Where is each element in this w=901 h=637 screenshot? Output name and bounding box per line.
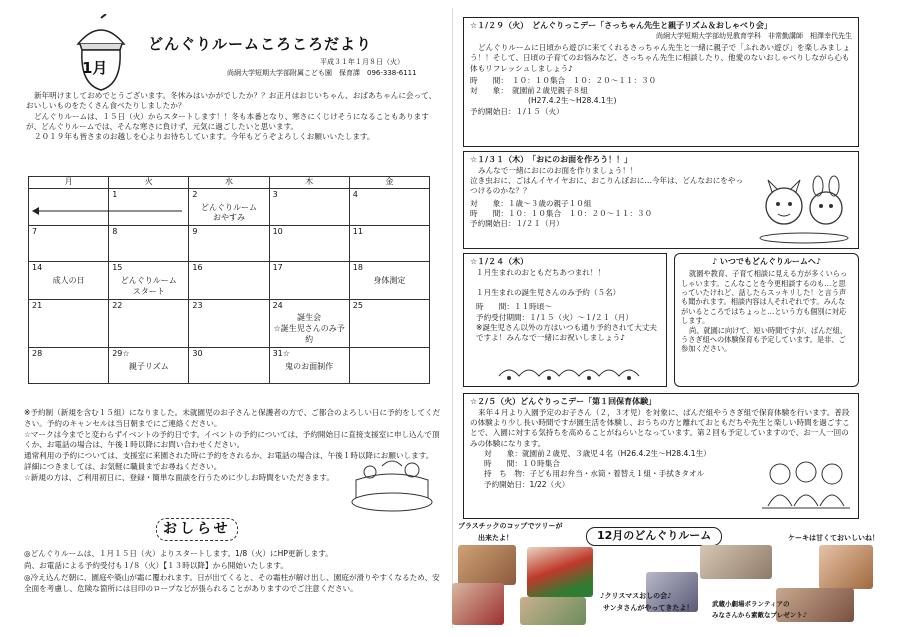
event-birthday-subtitle: １月生まれのおともだちあつまれ！！	[476, 267, 606, 277]
calendar-day-number: 23	[192, 300, 203, 310]
calendar-day-number: 28	[32, 348, 43, 358]
calendar-day-cell	[189, 188, 269, 225]
calendar-day-cell	[349, 188, 429, 225]
closed-week-arrow	[32, 207, 184, 215]
calendar-day-number: 15	[112, 263, 123, 273]
oshirase-item-2: 尚、お電話による予約受付も１/８（火）【１３時以降】から開始いたします。	[24, 560, 288, 570]
note-regular-use: 通常利用の予約については、支援室に来園された時に予約をされるか、お電話の場合は、午後１時以降にお願いします。 詳細につきましては、お気軽に職員までお尋ねください。	[24, 451, 438, 471]
always-welcome-body-2: 尚、就園に向けて、短い時間ですが、ばんだ組、うさぎ組への体験保育も予定しています。是非、ご参加ください。	[681, 325, 847, 354]
calendar-day-event: 身体測定	[373, 275, 406, 285]
calendar-day-number: 16	[192, 263, 203, 273]
event-rhythm-time: １０：１０集合 １０：２０～１１：３０	[512, 75, 657, 85]
event-oni-body-1: みんなで一緒におにのお面を作りましょう！！	[478, 165, 638, 175]
photo-party	[520, 597, 586, 625]
always-welcome-title: ♪ いつでもどんぐりルームへ♪	[712, 257, 821, 266]
photo-tree	[458, 545, 516, 585]
calendar-day-number: 14	[32, 263, 43, 273]
calendar-day-event: どんぐりルーム スタート	[120, 275, 177, 296]
always-welcome-box	[674, 253, 859, 387]
calendar-day-number: 3	[272, 189, 278, 199]
calendar-day-cell	[189, 262, 269, 299]
calendar-header-row	[29, 177, 430, 189]
calendar-week-row	[29, 347, 430, 383]
event-trial-box	[463, 393, 859, 519]
note-reservation: ※予約制（新規を含む１５組）になりました。未就園児のお子さんと保護者の方で、ご都合のよろしい日に予約をしてください。予約のキャンセルは当日朝までにご連絡ください。	[24, 408, 441, 428]
calendar-day-cell	[109, 299, 189, 347]
photo-caption-volunteer-1: 武蔵小劇場ボランティアの	[712, 600, 790, 608]
calendar-day-cell	[349, 226, 429, 262]
event-rhythm-title: ☆１/２９（火） どんぐりっこデー「さっちゃん先生と親子リズム＆おしゃべり会」	[470, 21, 772, 30]
event-birthday-time: 時 間：１１時頃～	[476, 302, 552, 312]
event-trial-time: 時 間：１０時集合	[484, 459, 560, 469]
month-badge: 1月	[82, 59, 108, 77]
photo-santa	[452, 583, 504, 625]
event-birthday-note: ※誕生児さん以外の方はいつも通り予約されて大丈夫ですよ！みんなで一緒にお祝いしましょう♪	[476, 322, 658, 343]
newsletter-org: 尚絅大学短期大学部附属こども園 保育課 096-338-6111	[227, 69, 417, 77]
children-illustration-icon	[760, 456, 852, 514]
calendar-day-number: 2	[192, 189, 198, 199]
calendar-day-cell	[349, 262, 429, 299]
event-trial-reserve: 予約開始日：1/22（火）	[484, 479, 570, 489]
event-rhythm-target: 就園前２歳児親子８組	[512, 86, 588, 96]
photo-cake	[819, 545, 873, 589]
calendar-day-cell	[29, 262, 109, 299]
calendar-header-fri: 金	[349, 177, 429, 189]
calendar-day-cell	[29, 226, 109, 262]
event-oni-title: ☆１/３１（木） 「おにのお面を作ろう！！」	[470, 155, 633, 164]
photo-caption-cake: ケーキは甘くておいしいね！	[788, 534, 879, 542]
calendar-day-cell	[29, 347, 109, 383]
calendar-day-cell	[269, 347, 349, 383]
oshirase-section	[24, 548, 444, 595]
calendar-day-cell	[189, 347, 269, 383]
calendar-day-cell	[109, 262, 189, 299]
calendar-day-cell	[109, 347, 189, 383]
photo-caption-xmas-2: サンタさんがやってきたよ！	[603, 604, 694, 612]
page-divider	[452, 8, 453, 628]
calendar-header-wed: 水	[189, 177, 269, 189]
intro-paragraph-2: どんぐりルームは、１５日（火）からスタートします！！冬も本番となり、寒さにくじけそうになることもありますが、どんぐりルームでは、そんな寒さに負けず、元気に過ごしたいと思います。	[26, 111, 429, 131]
event-trial-body: 来年４月より入園予定のお子さん（２，３才児）を対象に、ぱんだ組やうさぎ組で保育体験を行います。普段の体験より少し長い時間ですが園生活を体験し、おうちの方と離れておともだちや先生と楽しい時間を過ごすことで、入園に対する気持ちを高めることがねらいとなっています。第２回も予定していますので、お一人一回のみの体験になります。	[470, 407, 850, 448]
calendar-day-number: 31☆	[272, 348, 290, 358]
oshirase-item-3: ◎冷え込んだ朝に、園庭や築山が霜に覆われます。日が出てくると、その霜柱が解け出し、園庭が滑りやすくなるため、安全面を考慮し、危険な箇所には目印のロープなどが張られることがありますのでご注意ください。	[24, 572, 440, 594]
event-birthday-box	[463, 253, 667, 387]
calendar-day-cell	[269, 299, 349, 347]
calendar-day-number: 29☆	[112, 348, 130, 358]
event-rhythm-target-label: 対 象：	[470, 86, 508, 96]
event-rhythm-body: どんぐりルームに日頃から遊びに来てくれるさっちゃん先生と一緒に親子で「ふれあい遊び」を楽しみましょう！！そして、日頃の子育てのお悩みなど、さっちゃん先生に相談したり、他愛のないおしゃべりしながら心も体もリフレッシュしましょう♪	[470, 43, 851, 73]
calendar-day-cell	[189, 299, 269, 347]
calendar-day-cell	[269, 226, 349, 262]
calendar-day-event: 誕生会 ☆誕生児さんのみ予約	[273, 313, 345, 344]
calendar-day-number: 17	[272, 263, 283, 273]
event-rhythm-time-label: 時 間：	[470, 75, 508, 85]
note-event-mark: ☆マークは今までと変わらずイベントの予約日です。イベントの予約については、予約開始日に直接支援室に申し込んで頂くか、お電話の場合は、午後１時以降にお問い合わせください。	[24, 429, 440, 450]
calendar-day-number: 7	[32, 227, 38, 237]
calendar-day-number: 9	[192, 227, 198, 237]
calendar-day-number: 1	[112, 189, 118, 199]
intro-paragraph-3: ２０１９年も皆さまのお越しを心よりお待ちしています。今年もどうぞよろしくお願いいたします。	[34, 132, 375, 141]
event-birthday-period: 予約受付期間：１/１５（火）～１/２１（月）	[476, 312, 633, 322]
photo-kids-room	[700, 545, 772, 579]
event-rhythm-lecturer: 尚絅大学短期大学部幼児教育学科 非常勤講師 相澤幸代先生	[656, 31, 852, 40]
photo-poinsettia	[527, 547, 593, 597]
calendar-day-number: 10	[272, 227, 283, 237]
oshirase-heading: おしらせ	[156, 518, 238, 541]
photos-heading: 12月のどんぐりルーム	[586, 527, 722, 546]
calendar-day-event: どんぐりルーム おやすみ	[200, 202, 257, 223]
calendar-day-cell	[349, 299, 429, 347]
leaves-decoration-icon	[494, 362, 644, 382]
intro-text	[26, 91, 438, 142]
calendar-day-event: 親子リズム	[128, 361, 169, 371]
event-rhythm-target-range: (H27.4.2生～H28.4.1生)	[528, 96, 617, 106]
calendar-day-event: 成人の日	[52, 275, 85, 285]
cake-illustration-icon	[342, 452, 442, 514]
acorn-icon	[70, 14, 132, 92]
calendar-day-number: 21	[32, 300, 43, 310]
event-oni-reserve: 予約開始日：１/２１（月）	[470, 219, 564, 229]
event-trial-target: 対 象：就園前２歳児、３歳児４名（H26.4.2生～H28.4.1生）	[484, 448, 711, 458]
event-oni-box	[463, 151, 859, 249]
calendar-header-thu: 木	[269, 177, 349, 189]
calendar-week-row	[29, 226, 430, 262]
calendar-day-number: 8	[112, 227, 118, 237]
event-oni-target: 対 象：１歳～３歳の親子１０組	[470, 198, 592, 208]
calendar-day-number: 30	[192, 348, 203, 358]
always-welcome-body: 就園や教育、子育て相談に見える方が多くいらっしゃいます。こんなことを今更相談するのも…と思っていたけれど、話したらスッキリした！と言う声も聞かれます。相談内容は人それぞれです。みんながいるところではちょっと…という方も個別に対応します。	[681, 269, 848, 326]
calendar-header-mon: 月	[29, 177, 109, 189]
photo-caption-xmas-1: ♪クリスマスおしの会♪	[600, 592, 672, 600]
note-new-users: ☆新規の方は、ご利用初日に、登録・簡単な面談を行うために少しお時間をいただきます。	[24, 472, 334, 482]
photo-caption-cup: プラスチックのコップでツリーが	[458, 522, 563, 530]
calendar-day-cell	[349, 347, 429, 383]
calendar-day-number: 4	[352, 189, 358, 199]
event-rhythm-box	[463, 17, 859, 147]
event-trial-title: ☆２/５（火）どんぐりっこデー「第１回保育体験」	[470, 397, 657, 406]
calendar-day-cell	[269, 262, 349, 299]
calendar-day-cell	[29, 299, 109, 347]
calendar-header-tue: 火	[109, 177, 189, 189]
oni-illustration-icon	[754, 172, 854, 244]
calendar-week-row	[29, 299, 430, 347]
event-oni-time: 時 間：１０：１０集合 １０：２０～１１：３０	[470, 208, 653, 218]
calendar-week-row	[29, 262, 430, 299]
newsletter-title: どんぐりルームころころだより	[148, 35, 373, 53]
intro-paragraph-1: 新年明けましておめでとうございます。冬休みはいかがでしたか？？お正月はおじいちゃん、おばあちゃんに会って、おいしいものをたくさん食べたりしましたか？	[26, 91, 437, 111]
calendar-day-number: 18	[352, 263, 363, 273]
newsletter-date: 平成３１年１月８日（火）	[320, 58, 404, 66]
photo-caption-cup-2: 出来たよ！	[478, 534, 513, 542]
calendar-day-number: 24	[272, 300, 283, 310]
oshirase-item-1: ◎どんぐりルームは、１月１５日（火）よりスタートします。1/8（火）にHP更新します。	[24, 549, 333, 558]
calendar-day-number: 11	[352, 227, 363, 237]
calendar-day-number: 25	[352, 300, 363, 310]
event-rhythm-reserve: 予約開始日：１/１５（火）	[470, 106, 564, 116]
event-birthday-title: ☆１/２４（木）	[470, 257, 529, 266]
event-trial-items: 持 ち 物：子ども用お弁当・水筒・着替え１組・手拭きタオル	[484, 469, 705, 479]
calendar-day-cell	[189, 226, 269, 262]
calendar-day-cell	[109, 226, 189, 262]
event-birthday-body: １月生まれの誕生児さんのみ予約（５名）	[476, 288, 621, 298]
event-oni-body-2: 泣き虫おに、ごはんイヤイヤおに、おこりんぼおに…今年は、どんなおにをやっつけるのかな？？	[470, 176, 744, 196]
photo-caption-volunteer-2: みなさんから素敵なプレゼント♪	[712, 611, 807, 619]
calendar-day-event: 鬼のお面制作	[285, 361, 334, 371]
calendar-day-cell	[269, 188, 349, 225]
calendar-day-number: 22	[112, 300, 123, 310]
